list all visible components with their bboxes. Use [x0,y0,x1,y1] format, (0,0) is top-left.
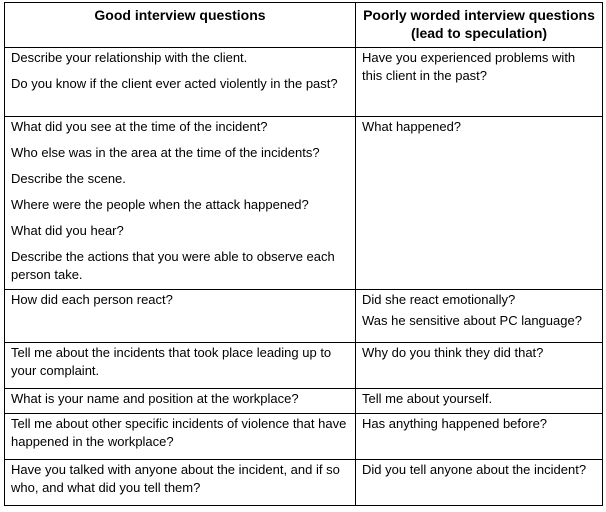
good-cell [5,460,356,506]
table-row [5,389,603,414]
good-cell [5,290,356,343]
poor-cell [356,290,603,343]
poor-question: Why do you think they did that? [362,345,544,360]
good-question: What did you see at the time of the incident? [11,119,268,134]
good-question: What did you hear? [11,223,124,238]
poor-question: Has anything happened before? [362,416,548,431]
good-question: Describe the actions that you were able to observe each person take. [11,249,335,282]
good-cell [5,389,356,414]
header-poor-questions: Poorly worded interview questions (lead to speculation) [356,3,603,48]
good-cell [5,414,356,460]
good-question: Where were the people when the attack happened? [11,197,309,212]
poor-cell [356,460,603,506]
interview-questions-table [4,2,603,506]
good-cell [5,343,356,389]
table-row [5,290,603,343]
good-question: Do you know if the client ever acted violently in the past? [11,76,338,91]
good-question: Tell me about other specific incidents of violence that have happened in the workplace? [11,416,347,449]
table-row [5,460,603,506]
good-cell [5,117,356,290]
good-question: How did each person react? [11,292,173,307]
good-question: Who else was in the area at the time of the incidents? [11,145,320,160]
poor-cell [356,389,603,414]
header-good-questions: Good interview questions [5,3,356,48]
good-question: Tell me about the incidents that took place leading up to your complaint. [11,345,332,378]
good-cell [5,48,356,117]
poor-question: Tell me about yourself. [362,391,493,406]
poor-cell [356,48,603,117]
poor-cell [356,117,603,290]
poor-cell [356,343,603,389]
poor-question: Did she react emotionally? [362,292,516,307]
poor-question: Have you experienced problems with this client in the past? [362,50,576,83]
good-question: Describe the scene. [11,171,126,186]
header-row [5,3,603,48]
good-question: Describe your relationship with the client. [11,50,248,65]
good-question: What is your name and position at the workplace? [11,391,299,406]
poor-question: What happened? [362,119,462,134]
poor-cell [356,414,603,460]
table-row [5,48,603,117]
poor-question: Was he sensitive about PC language? [362,313,582,328]
table-row [5,343,603,389]
poor-question: Did you tell anyone about the incident? [362,462,587,477]
table-row [5,414,603,460]
good-question: Have you talked with anyone about the incident, and if so who, and what did you tell them? [11,462,340,495]
table-row [5,117,603,290]
